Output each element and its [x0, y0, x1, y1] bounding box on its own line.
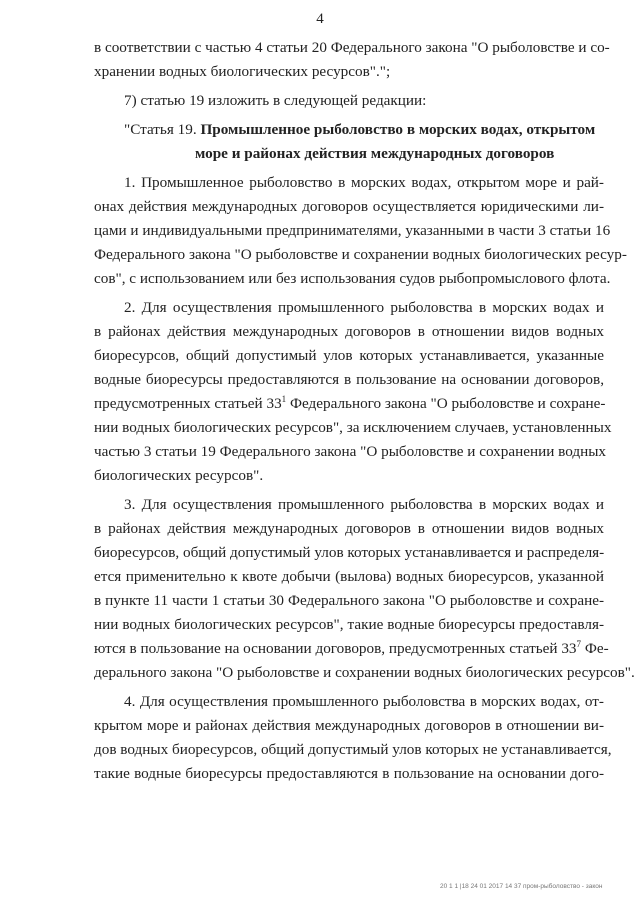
paragraph-3-line: биоресурсов, общий допустимый улов которых устанавливается и распределя-	[94, 544, 605, 561]
page-number: 4	[316, 11, 324, 27]
text-line: хранении водных биологических ресурсов".";	[94, 63, 391, 80]
text-span: ются в пользование на основании договоров, предусмотренных статьей 33	[94, 640, 577, 657]
paragraph-2-line: нии водных биологических ресурсов", за исключением случаев, установленных	[94, 419, 612, 436]
paragraph-2-line: в районах действия международных договоров в отношении видов водных	[94, 323, 604, 340]
article-heading-prefix: "Статья 19.	[124, 121, 201, 138]
document-footer-stamp: 20 1 1 |18 24 01 2017 14 37 пром-рыболовство - закон	[440, 883, 603, 890]
paragraph-1-line: цами и индивидуальными предпринимателями, указанными в части 3 статьи 16	[94, 222, 611, 239]
paragraph-4-line: такие водные биоресурсы предоставляются в пользование на основании дого-	[94, 765, 604, 782]
text-span: предусмотренных статьей 33	[94, 395, 282, 412]
paragraph-3-line	[94, 637, 609, 661]
text-span: Федерального закона "О рыболовстве и сохране-	[286, 395, 606, 412]
paragraph-2-line: биоресурсов, общий допустимый улов которых устанавливается, указанные	[94, 347, 604, 364]
paragraph-2-line: частью 3 статьи 19 Федерального закона "О рыболовстве и сохранении водных	[94, 443, 607, 460]
paragraph-2-line: водные биоресурсы предоставляются в пользование на основании договоров,	[94, 371, 604, 388]
paragraph-3-line: 3. Для осуществления промышленного рыболовства в морских водах и	[124, 496, 604, 513]
document-body	[94, 36, 635, 786]
text-line: 7) статью 19 изложить в следующей редакции:	[124, 92, 427, 109]
paragraph-3-line: нии водных биологических ресурсов", такие водные биоресурсы предоставля-	[94, 616, 604, 633]
text-span: Фе-	[581, 640, 609, 657]
paragraph-1-line: сов", с использованием или без использования судов рыбопромыслового флота.	[94, 270, 611, 287]
paragraph-4-line: 4. Для осуществления промышленного рыболовства в морских водах, от-	[124, 693, 604, 710]
paragraph-2-line: биологических ресурсов".	[94, 467, 264, 484]
superscript: 1	[281, 393, 287, 404]
paragraph-3-line: дерального закона "О рыболовстве и сохранении водных биологических ресурсов".	[94, 664, 635, 681]
superscript: 7	[576, 638, 582, 649]
paragraph-3-line: в пункте 11 части 1 статьи 30 Федерального закона "О рыболовстве и сохране-	[94, 592, 604, 609]
paragraph-2-line: 2. Для осуществления промышленного рыболовства в морских водах и	[124, 299, 604, 316]
paragraph-3-line: в районах действия международных договоров в отношении видов водных	[94, 520, 604, 537]
paragraph-2-line	[94, 392, 604, 416]
paragraph-4-line: дов водных биоресурсов, общий допустимый улов которых не устанавливается,	[94, 741, 612, 758]
paragraph-1-line: онах действия международных договоров осуществляется юридическими ли-	[94, 198, 604, 215]
article-heading-title-cont: море и районах действия международных договоров	[195, 145, 555, 162]
article-heading	[94, 118, 604, 142]
paragraph-1-line: 1. Промышленное рыболовство в морских водах, открытом море и рай-	[124, 174, 604, 191]
paragraph-4-line: крытом море и районах действия международных договоров в отношении ви-	[94, 717, 604, 734]
paragraph-1-line: Федерального закона "О рыболовстве и сохранении водных биологических ресур-	[94, 246, 627, 263]
text-line: в соответствии с частью 4 статьи 20 Федерального закона "О рыболовстве и со-	[94, 39, 610, 56]
paragraph-3-line: ется применительно к квоте добычи (вылова) водных биоресурсов, указанной	[94, 568, 604, 585]
article-heading-title: Промышленное рыболовство в морских водах, открытом	[200, 121, 596, 138]
